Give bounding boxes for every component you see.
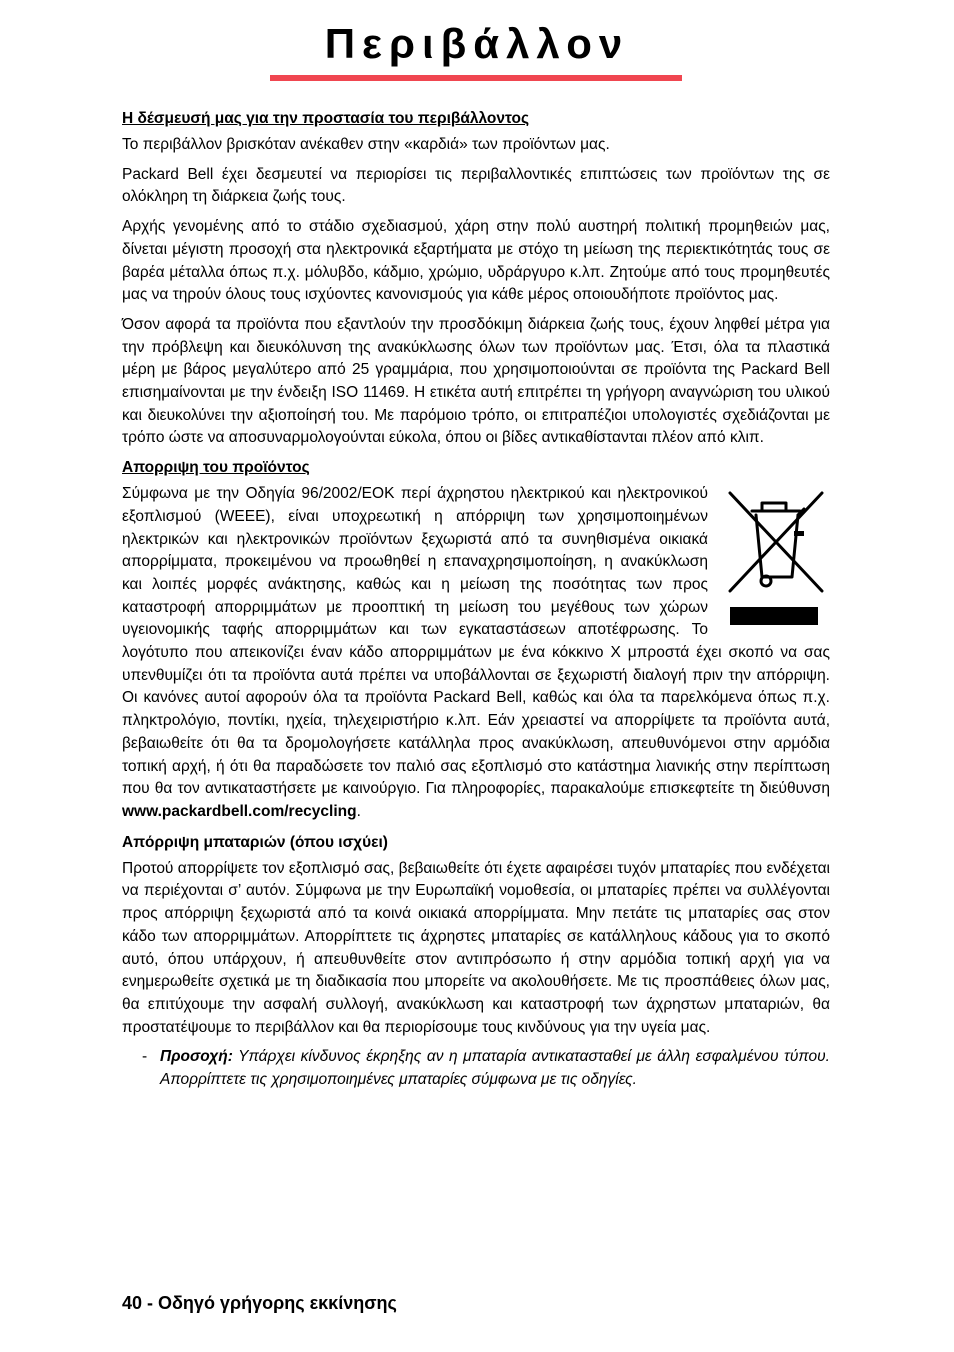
disposal-heading: Απορριψη του προϊόντος	[122, 459, 310, 477]
page-content	[122, 108, 830, 1092]
caution-label: Προσοχή:	[160, 1048, 233, 1066]
commitment-paragraph-1: Το περιβάλλον βρισκόταν ανέκαθεν στην «καρδιά» των προϊόντων μας.	[122, 136, 610, 153]
commitment-paragraph-3: Αρχής γενομένης από το στάδιο σχεδιασμού, χάρη στην πολύ αυστηρή πολιτική προμηθειών μας, δίνεται μέγιστη προσοχή στα ηλεκτρονικά εξαρτήματα με στόχο τη μείωση της περιεκτικότητάς τους σε βαρέα μέταλλα όπως π.χ. μόλυβδο, κάδμιο, χρώμιο, υδράργυρο κ.λπ. Ζητούμε από τους προμηθευτές μας να τηρούν όλους τους ισχύοντες κανονισμούς για κάθε μέρος οποιουδήποτε προϊόντος μας.	[122, 218, 830, 304]
disposal-text: Σύμφωνα με την Οδηγία 96/2002/ΕΟΚ περί άχρηστου ηλεκτρικού και ηλεκτρονικού εξοπλισμού (WEEE), είναι υποχρεωτική η απόρριψη των χρησιμοποιημένων ηλεκτρικών και ηλεκτρονικών προϊόντων ξεχωριστά από τα συνηθισμένα οικιακά απορρίμματα, προκειμένου να προωθηθεί η επαναχρησιμοποίηση, η ανακύκλωση και λοιπές μορφές ανάκτησης, καθώς και η μείωση της ποσότητας των προς καταστροφή απορριμμάτων με προοπτική τη μείωση του μεγέθους των χώρων υγειονομικής ταφής απορριμμάτων και των εγκαταστάσεων αποτέφρωσης. Το λογότυπο που απεικονίζει έναν κάδο απορριμμάτων με ένα κόκκινο Χ μπροστά έχει σκοπό να σας υπενθυμίζει ότι τα προϊόντα αυτά πρέπει να υποβάλλονται σε ξεχωριστή διαλογή πριν την απόρριψη. Οι κανόνες αυτοί αφορούν όλα τα προϊόντα Packard Bell, καθώς και όλα τα παρελκόμενα όπως π.χ. πληκτρολόγιο, ποντίκι, ηχεία, τηλεχειριστήριο κ.λπ. Εάν χρειαστεί να απορρίψετε τα προϊόντα αυτά, βεβαιωθείτε ότι θα τα δρομολογήσετε κατάλληλα προς ανακύκλωση, απευθυνόμενοι στην αρμόδια τοπική αρχή, ή ότι θα παραδώσετε τον παλιό σας εξοπλισμό στο κατάστημα λιανικής στην περίπτωση που θα τον αντικαταστήσετε με καινούργιο. Για πληροφορίες, παρακαλούμε επισκεφτείτε τη διεύθυνση	[122, 485, 830, 798]
page-footer: 40 - Οδηγό γρήγορης εκκίνησης	[122, 1293, 397, 1313]
caution-note-text	[160, 1046, 830, 1091]
batteries-heading: Απόρριψη μπαταριών (όπου ισχύει)	[122, 833, 388, 851]
caution-body: Υπάρχει κίνδυνος έκρηξης αν η μπαταρία αντικατασταθεί με άλλη εσφαλμένου τύπου. Απορρίπτετε τις χρησιμοποιημένες μπαταρίες σύμφωνα με τις οδηγίες.	[160, 1048, 830, 1089]
disposal-paragraph	[122, 483, 830, 824]
title-underline-rule	[270, 75, 682, 81]
caution-note	[122, 1046, 830, 1091]
recycling-link[interactable]: www.packardbell.com/recycling	[122, 802, 357, 820]
commitment-paragraph-2: Packard Bell έχει δεσμευτεί να περιορίσει τις περιβαλλοντικές επιπτώσεις των προϊόντων της σε ολόκληρη τη διάρκεια ζωής τους.	[122, 165, 830, 206]
batteries-paragraph: Προτού απορρίψετε τον εξοπλισμό σας, βεβαιωθείτε ότι έχετε αφαιρέσει τυχόν μπαταρίες που ενδέχεται να περιέχονται σ’ αυτόν. Σύμφωνα με την Ευρωπαϊκή νομοθεσία, οι μπαταρίες πρέπει να συλλέγονται προς απόρριψη ξεχωριστά από τα κοινά οικιακά απορρίμματα. Μην πετάτε τις μπαταρίες σας στον κάδο των απορριμμάτων. Απορρίπτετε τις άχρηστες μπαταρίες σε κατάλληλους κάδους για το σκοπό αυτό, όπου υπάρχουν, ή απευθυνθείτε στον αντιπρόσωπο ή στην αρμόδια τοπική αρχή για να ενημερωθείτε σχετικά με τη διαδικασία που μπορείτε να ακολουθήσετε. Με τις προσπάθειες όλων μας, θα επιτύχουμε την ασφαλή συλλογή, ανακύκλωση και καταστροφή των άχρηστων μπαταριών, θα προστατέψουμε το περιβάλλον και θα περιορίσουμε τους κινδύνους για την υγεία μας.	[122, 859, 830, 1036]
commitment-paragraph-4: Όσον αφορά τα προϊόντα που εξαντλούν την προσδόκιμη διάρκεια ζωής τους, έχουν ληφθεί μέτρα για την πρόβλεψη και διευκόλυνση της ανακύκλωσης όλων των προϊόντων μας. Έτσι, όλα τα πλαστικά μέρη με βάρος μεγαλύτερο από 25 γραμμάρια, που χρησιμοποιούνται σε προϊόντα της Packard Bell επισημαίνονται με την ένδειξη ISO 11469. Η ετικέτα αυτή επιτρέπει τη γρήγορη αναγνώριση του υλικού και διευκολύνει την αξιοποίησή του. Με παρόμοιο τρόπο, οι επιτραπέζιοι υπολογιστές σχεδιάζονται με τρόπο ώστε να αποσυναρμολογούνται εύκολα, όπου οι βίδες αντικαθίστανται πλέον από κλιπ.	[122, 315, 830, 447]
page-title: Περιβάλλον	[324, 20, 630, 67]
commitment-heading: Η δέσμευσή μας για την προστασία του περιβάλλοντος	[122, 110, 530, 127]
note-bullet: -	[142, 1048, 148, 1066]
disposal-text-end: .	[356, 802, 361, 820]
crossed-out-wheelie-bin-icon	[722, 485, 830, 627]
